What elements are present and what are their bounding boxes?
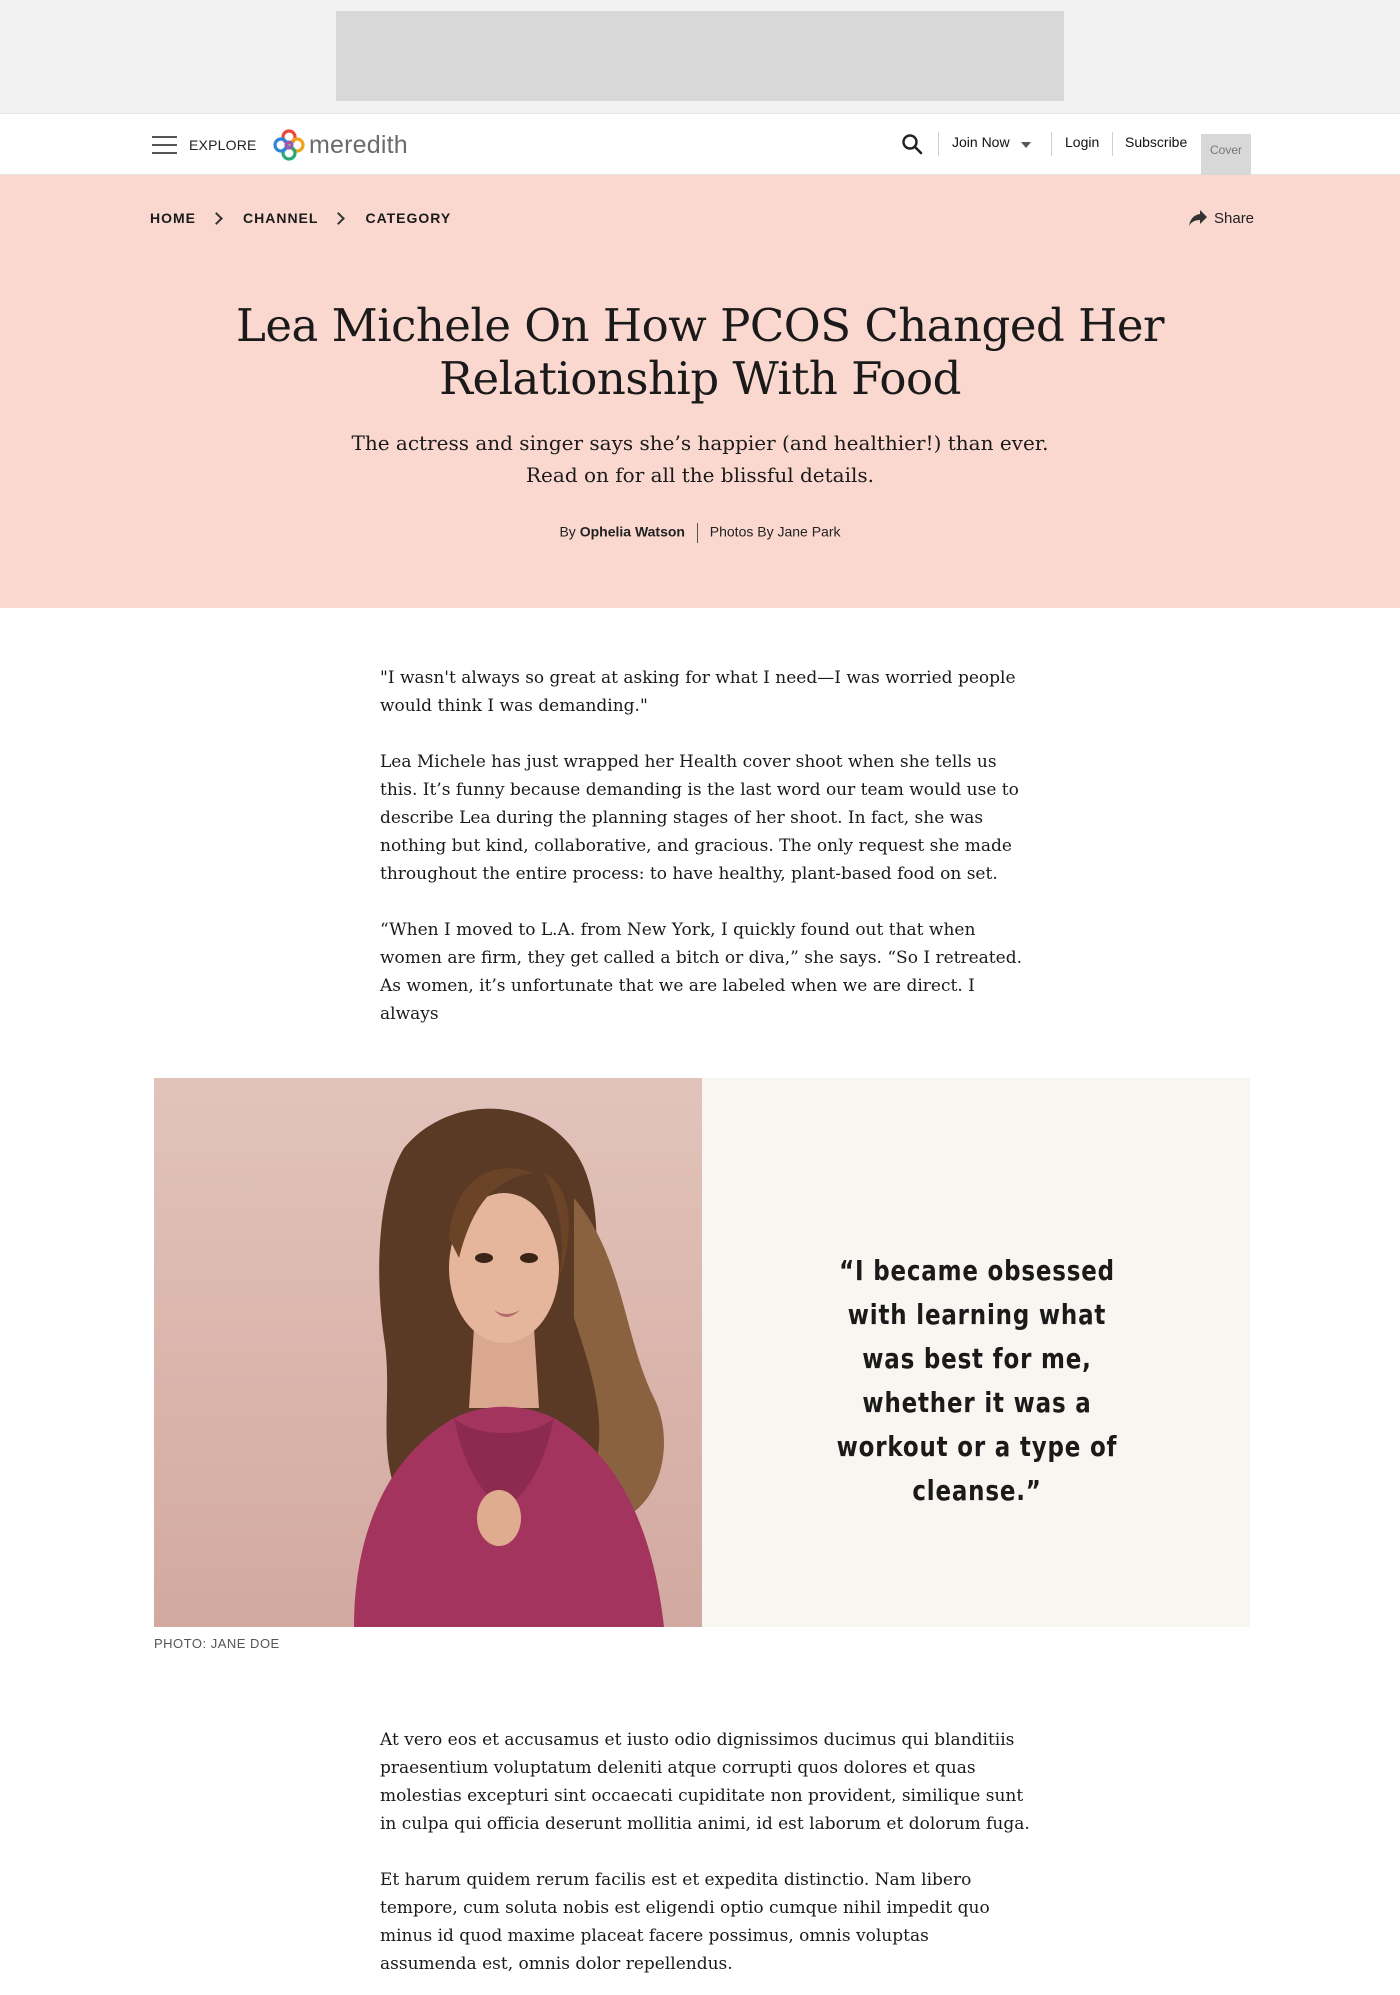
pull-quote: “I became obsessed with learning what was best for me, whether it was a workout or a type of cleanse.” xyxy=(836,1254,1118,1507)
article-dek xyxy=(330,427,1070,491)
article-body-bottom xyxy=(380,1726,1030,1995)
breadcrumb-category[interactable]: CATEGORY xyxy=(365,210,452,226)
site-logo[interactable] xyxy=(272,127,408,163)
site-header xyxy=(0,113,1400,175)
photos-credit: Photos By Jane Park xyxy=(709,523,841,540)
breadcrumb-home[interactable]: HOME xyxy=(150,210,196,226)
header-divider xyxy=(938,132,939,156)
explore-label: EXPLORE xyxy=(189,137,257,153)
share-label: Share xyxy=(1214,209,1255,227)
dek-line-2: Read on for all the blissful details. xyxy=(526,463,874,487)
dek-line-1: The actress and singer says she’s happier (and healthier!) than ever. xyxy=(351,431,1049,455)
pull-quote-panel xyxy=(702,1078,1250,1627)
portrait-illustration xyxy=(154,1078,702,1627)
logo-icon xyxy=(272,128,306,162)
chevron-right-icon xyxy=(333,212,346,225)
article-headline xyxy=(200,299,1200,405)
byline-divider xyxy=(697,523,698,543)
breadcrumb-channel[interactable]: CHANNEL xyxy=(243,210,319,226)
ad-slot[interactable] xyxy=(336,11,1064,101)
join-now-link[interactable]: Join Now xyxy=(952,134,1010,150)
caret-down-icon[interactable] xyxy=(1021,142,1031,148)
breadcrumb xyxy=(150,210,451,226)
photo-credit: PHOTO: JANE DOE xyxy=(154,1636,280,1651)
author-link[interactable]: Ophelia Watson xyxy=(579,523,685,540)
share-arrow-icon xyxy=(1188,209,1208,227)
headline-line-1: Lea Michele On How PCOS Changed Her xyxy=(236,299,1164,352)
portrait-photo xyxy=(154,1078,702,1627)
headline-line-2: Relationship With Food xyxy=(439,352,961,405)
share-button[interactable] xyxy=(1188,209,1254,227)
login-link[interactable]: Login xyxy=(1065,134,1100,150)
chevron-right-icon xyxy=(210,212,223,225)
feature-block xyxy=(154,1078,1250,1627)
explore-menu-button[interactable] xyxy=(152,134,257,156)
byline xyxy=(0,523,1400,543)
magazine-cover-thumb[interactable]: Cover xyxy=(1201,134,1251,176)
logo-wordmark: meredith xyxy=(309,130,408,159)
body-paragraph: Et harum quidem rerum facilis est et expedita distinctio. Nam libero tempore, cum soluta nobis est eligendi optio cumque nihil impedit quo minus id quod maxime placeat facere possimus, omnis voluptas assumenda est, omnis dolor repellendus. xyxy=(380,1870,990,1974)
body-paragraph: Lea Michele has just wrapped her Health cover shoot when she tells us this. It’s funny because demanding is the last word our team would use to describe Lea during the planning stages of her shoot. In fact, she was nothing but kind, collaborative, and gracious. The only request she made throughout the entire process: to have healthy, plant-based food on set. xyxy=(380,752,1019,884)
article-hero xyxy=(0,175,1400,608)
search-icon[interactable] xyxy=(901,133,923,155)
byline-prefix: By xyxy=(559,523,576,540)
body-paragraph: At vero eos et accusamus et iusto odio dignissimos ducimus qui blanditiis praesentium voluptatum deleniti atque corrupti quos dolores et quas molestias excepturi sint occaecati cupiditate non provident, similique sunt in culpa qui officia deserunt mollitia animi, id est laborum et dolorum fuga. xyxy=(380,1730,1030,1834)
ad-band xyxy=(0,0,1400,113)
body-paragraph: "I wasn't always so great at asking for what I need—I was worried people would think I was demanding." xyxy=(380,668,1016,716)
menu-icon xyxy=(152,136,177,154)
subscribe-link[interactable]: Subscribe xyxy=(1125,134,1188,150)
body-paragraph: “When I moved to L.A. from New York, I quickly found out that when women are firm, they get called a bitch or diva,” she says. “So I retreated. As women, it’s unfortunate that we are labeled when we are direct. I always xyxy=(380,920,1022,1024)
header-divider xyxy=(1112,132,1113,156)
article-body-top xyxy=(380,664,1030,1056)
header-divider xyxy=(1051,132,1052,156)
